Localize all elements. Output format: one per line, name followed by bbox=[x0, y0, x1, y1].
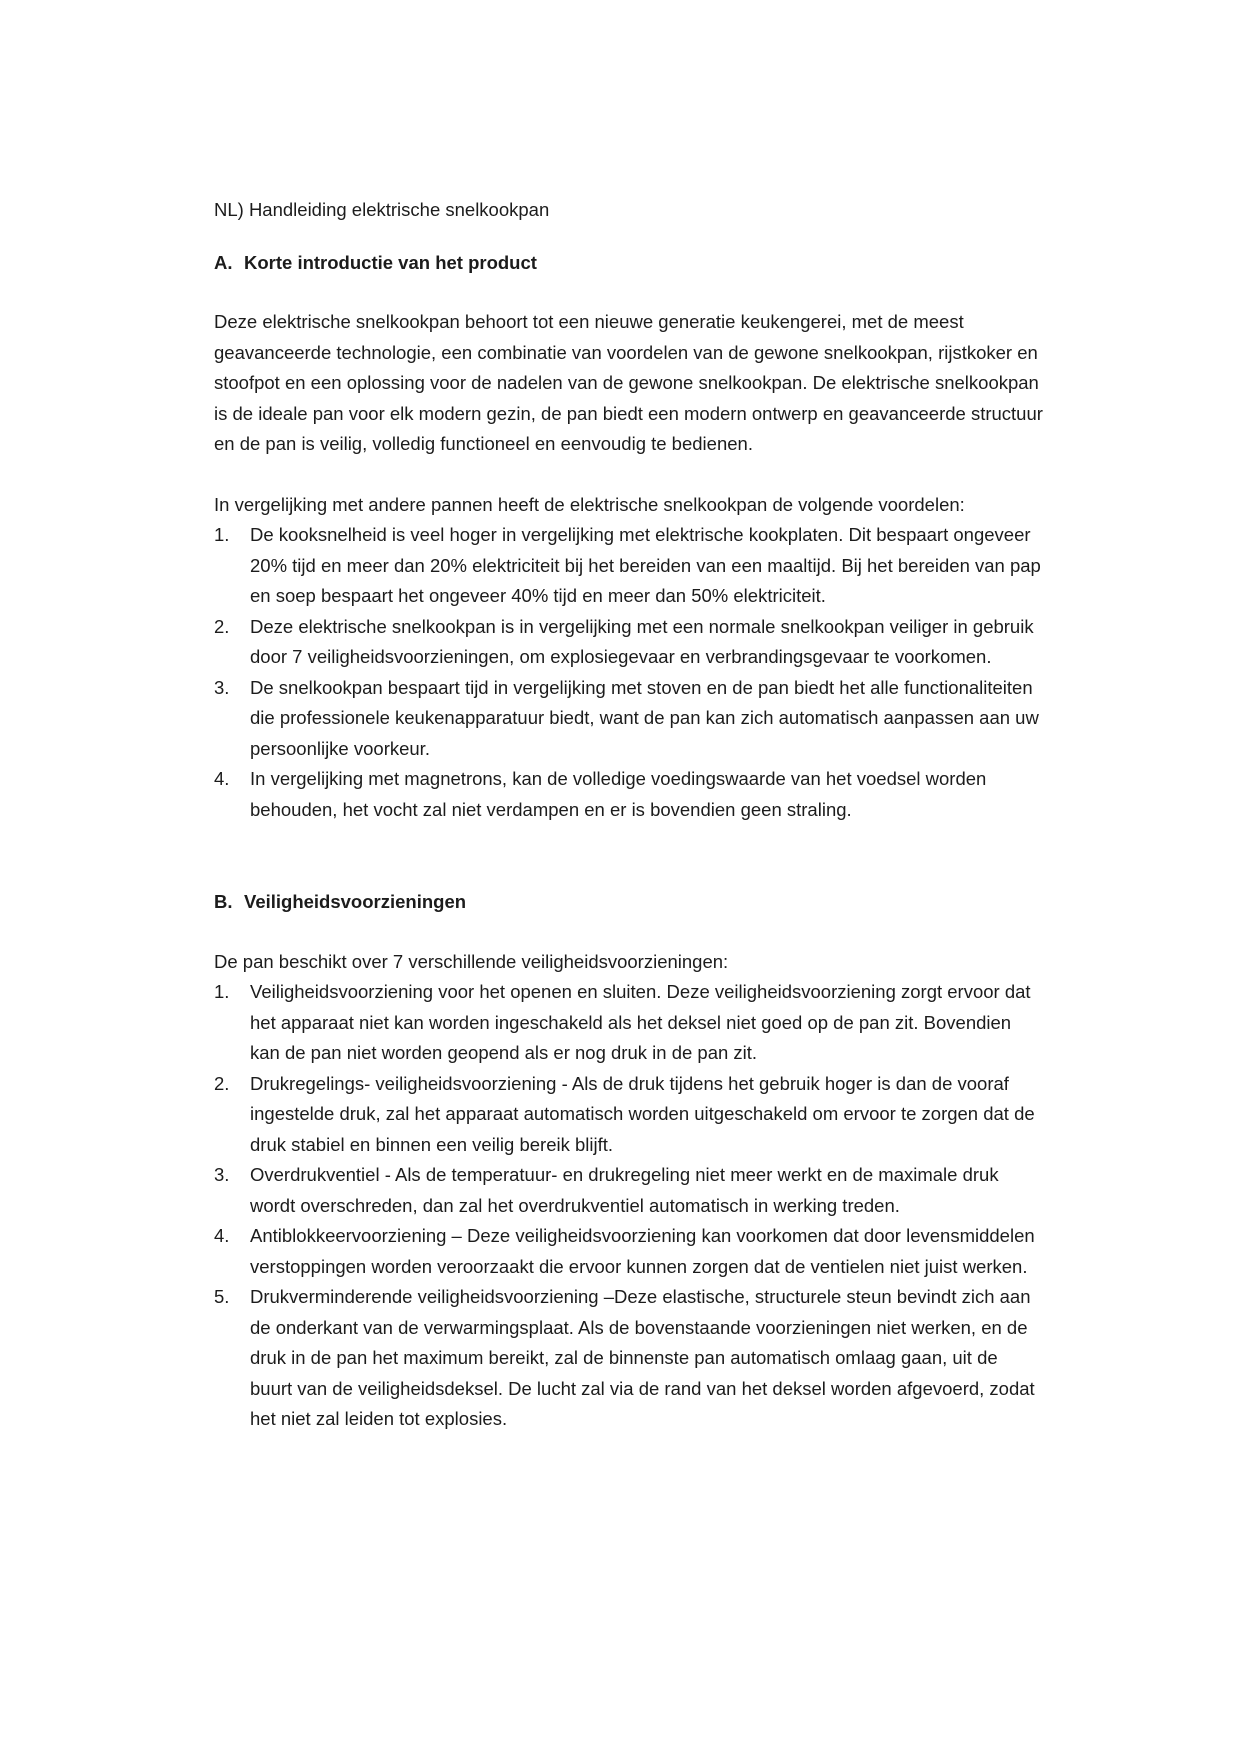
list-item-number: 5. bbox=[214, 1286, 230, 1307]
list-item-number: 4. bbox=[214, 1225, 230, 1246]
section-a-intro: Deze elektrische snelkookpan behoort tot een nieuwe generatie keukengerei, met de meest geavanceerde technologie, een combinatie van voordelen van de gewone snelkookpan, rijstkoker en stoofpot en een oplossing voor de nadelen van de gewone snelkookpan. De elektrische snelkookpan is de ideale pan voor elk modern gezin, de pan biedt een modern ontwerp en geavanceerde structuur en de pan is veilig, volledig functioneel en eenvoudig te bedienen. bbox=[214, 311, 1043, 454]
list-item-number: 2. bbox=[214, 1072, 230, 1094]
document-page bbox=[214, 195, 1044, 1435]
list-item-number: 3. bbox=[214, 676, 230, 698]
list-item-text: Drukverminderende veiligheidsvoorziening –Deze elastische, structurele steun bevindt zich aan de onderkant van de verwarmingsplaat. Als de bovenstaande voorzieningen niet werken, en de druk in de pan het maximum bereikt, zal de binnenste pan automatisch omlaag gaan, uit de buurt van de veiligheidsdeksel. De lucht zal via de rand van het deksel worden afgevoerd, zodat het niet zal leiden tot explosies. bbox=[250, 1286, 1035, 1429]
section-a-lead: In vergelijking met andere pannen heeft de elektrische snelkookpan de volgende voordelen: bbox=[214, 493, 965, 515]
list-item-text: Drukregelings- veiligheidsvoorziening - Als de druk tijdens het gebruik hoger is dan de vooraf ingestelde druk, zal het apparaat automatisch worden uitgeschakeld om ervoor te zorgen dat de druk stabiel en binnen een veilig bereik blijft. bbox=[250, 1072, 1035, 1155]
section-b-heading bbox=[214, 887, 1044, 918]
section-a-list bbox=[214, 520, 1044, 825]
section-a-letter: A. bbox=[214, 251, 233, 273]
list-item bbox=[214, 673, 1044, 765]
list-item-number: 1. bbox=[214, 524, 230, 545]
list-item bbox=[214, 977, 1044, 1069]
list-item-text: Veiligheidsvoorziening voor het openen en sluiten. Deze veiligheidsvoorziening zorgt ervoor dat het apparaat niet kan worden ingeschakeld als het deksel niet goed op de pan zit. Bovendien kan de pan niet worden geopend als er nog druk in de pan zit. bbox=[250, 981, 1031, 1063]
section-a-title: Korte introductie van het product bbox=[244, 251, 537, 273]
section-b-letter: B. bbox=[214, 891, 233, 912]
list-item-text: Deze elektrische snelkookpan is in vergelijking met een normale snelkookpan veiliger in gebruik door 7 veiligheidsvoorzieningen, om explosiegevaar en verbrandingsgevaar te voorkomen. bbox=[250, 615, 1034, 667]
list-item bbox=[214, 612, 1044, 673]
list-item bbox=[214, 520, 1044, 612]
section-a-heading bbox=[214, 248, 1044, 279]
section-b-list bbox=[214, 977, 1044, 1435]
section-b bbox=[214, 887, 1044, 1435]
list-item bbox=[214, 1160, 1044, 1221]
list-item-number: 2. bbox=[214, 615, 230, 637]
list-item bbox=[214, 1282, 1044, 1435]
section-b-lead: De pan beschikt over 7 verschillende veiligheidsvoorzieningen: bbox=[214, 950, 729, 972]
document-title: NL) Handleiding elektrische snelkookpan bbox=[214, 199, 550, 220]
list-item bbox=[214, 1221, 1044, 1282]
list-item-number: 4. bbox=[214, 768, 230, 789]
section-b-title: Veiligheidsvoorzieningen bbox=[244, 891, 467, 912]
list-item-text: De kooksnelheid is veel hoger in vergelijking met elektrische kookplaten. Dit bespaart ongeveer 20% tijd en meer dan 20% elektriciteit bij het bereiden van een maaltijd. Bij het bereiden van pap en soep bespaart het ongeveer 40% tijd en meer dan 50% elektriciteit. bbox=[250, 524, 1041, 606]
list-item-text: Antiblokkeervoorziening – Deze veiligheidsvoorziening kan voorkomen dat door levensmiddelen verstoppingen worden veroorzaakt die ervoor kunnen zorgen dat de ventielen niet juist werken. bbox=[250, 1225, 1035, 1277]
list-item bbox=[214, 1069, 1044, 1161]
list-item-text: Overdrukventiel - Als de temperatuur- en drukregeling niet meer werkt en de maximale druk wordt overschreden, dan zal het overdrukventiel automatisch in werking treden. bbox=[250, 1164, 999, 1216]
list-item-number: 1. bbox=[214, 981, 230, 1002]
list-item bbox=[214, 764, 1044, 825]
list-item-text: De snelkookpan bespaart tijd in vergelijking met stoven en de pan biedt het alle functionaliteiten die professionele keukenapparatuur biedt, want de pan kan zich automatisch aanpassen aan uw persoonlijke voorkeur. bbox=[250, 676, 1039, 759]
list-item-number: 3. bbox=[214, 1164, 230, 1185]
list-item-text: In vergelijking met magnetrons, kan de volledige voedingswaarde van het voedsel worden behouden, het vocht zal niet verdampen en er is bovendien geen straling. bbox=[250, 768, 987, 820]
